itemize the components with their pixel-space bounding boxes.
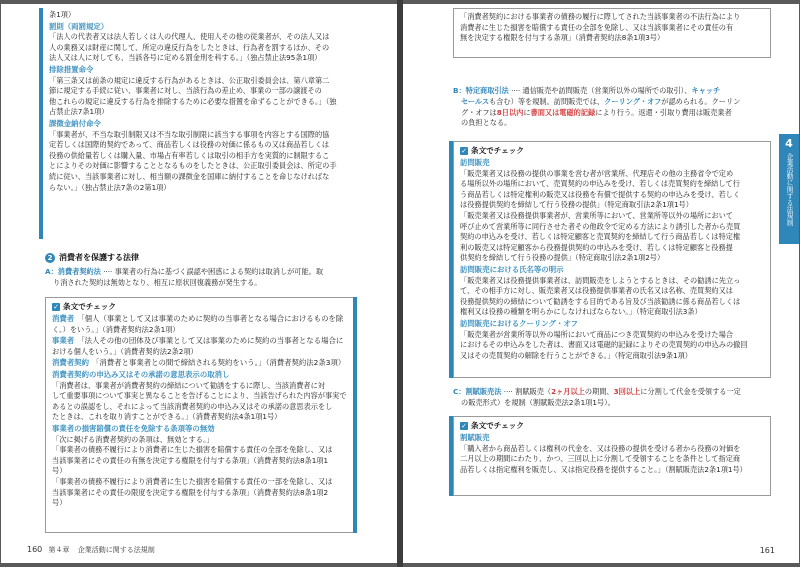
term-label: 課徴金納付命令 (49, 118, 101, 128)
right-page (403, 4, 799, 563)
text-line: う商品若しくは特定権利の販売又は役務を有償で提供する契約の申込みを受け、若しく (460, 189, 741, 199)
text-line: 消費者に生じた損害を賠償する責任の全部を免除し、又は当該事業者にその責任の有 (460, 22, 734, 32)
qa-c-text2: の販売形式）を規制（割賦販売法2条1項1号）。 (461, 397, 615, 407)
term-label: 排除措置命令 (49, 64, 94, 74)
qa-b-line4 (453, 118, 773, 129)
chapter-tab-label: 企業活動に関する法規制 (785, 153, 793, 226)
qa-c-text1b: 2ヶ月以上 (551, 387, 585, 396)
text-line: 「第三条又は前条の規定に違反する行為があるときは、公正取引委員会は、第八章第二 (49, 75, 330, 85)
right-check2-title: 条文でチェック (471, 421, 524, 430)
left-check-lines (52, 314, 350, 509)
right-page-number: 161 (759, 546, 775, 555)
qa-b-text3b: 8日以内 (496, 107, 524, 117)
text-line: におけるその申込みをした者は、書面又は電磁的記録によりその売買契約の申込みの撤回 (460, 340, 748, 350)
term-heading (52, 314, 350, 325)
qa-b-line3 (453, 108, 773, 119)
term-heading (52, 336, 350, 347)
right-footer (760, 546, 775, 555)
left-footer (27, 545, 155, 555)
right-check1-lines (460, 158, 764, 361)
text-line: は役務提供契約を締結して行う役務の提供」（特定商取引法2条1項1号） (460, 200, 693, 210)
text-line: 供契約を締結して行う役務の提供」（特定商取引法2条1項2号） (460, 253, 665, 263)
section-title: 消費者を保護する法律 (59, 253, 139, 262)
text-line: とによりその対価に影響することとなるものをしたときは、公正取引委員会は、所定の手 (49, 161, 337, 171)
qa-b-text3e: により行う。返還・引取り費用は販売業者 (595, 107, 732, 117)
qa-c-text1e: に分割して代金を受領する一定 (640, 387, 741, 396)
text-line: して重要事項について事実と異なることを告げることにより、当該告げられた内容が事実で (52, 391, 347, 401)
text-line: 契約の申込みを受け、若しくは特定顧客と売買契約を締結して行う商品若しくは特定権 (460, 232, 741, 242)
text-line: 定若しくは国際的契約であって、商品若しくは役務の対価に係るもの又は商品若しくは (49, 140, 330, 150)
term-label: 訪問販売 (460, 158, 490, 167)
qa-b-term: 特定商取引法 (465, 86, 509, 95)
text-line: 法人又は人に対しても、当該各号に定める罰金刑を科する。」（独占禁止法95条1項） (49, 53, 322, 63)
text-line: 「販売業者又は役務の提供の事業を営む者が営業所、代理店その他の主務省令で定め (460, 168, 734, 178)
left-top-sidebar-bar (39, 8, 43, 239)
qa-b-text1a: ···· 通信販売や訪問販売（営業所以外の場所での取引）、 (508, 86, 692, 95)
checkbox-icon: ✓ (53, 302, 59, 311)
text-line: あるとの誤認をし、それによって当該消費者契約の申込み又はその承諾の意思表示をし (52, 401, 333, 411)
term-text: 「個人（事業として又は事業のために契約の当事者となる場合におけるものを除 (77, 314, 344, 323)
qa-b-text2b: も含む）等を規制。訪問販売では、 (489, 96, 605, 106)
text-line: 「事業者が、不当な取引制限又は不当な取引制限に該当する事項を内容とする国際的協 (49, 129, 330, 139)
term-heading (49, 65, 349, 76)
left-check-sidebar-bar (353, 297, 357, 533)
text-line: 「事業者の債務不履行により消費者に生じた損害を賠償する責任の一部を免除し、又は (52, 476, 333, 486)
qa-c-term: 割賦販売法 (465, 387, 502, 396)
qa-a-term: 消費者契約法 (57, 267, 101, 276)
text-line: 当該事業者にその責任の限度を決定する権限を付与する条項」（消費者契約法8条1項2 (52, 487, 329, 497)
term-heading (460, 319, 764, 330)
term-heading (52, 424, 350, 435)
term-heading (52, 358, 350, 369)
qa-b-text2d: が認められる。クーリン (661, 96, 741, 106)
section-number: 2 (45, 253, 55, 263)
text-line: おける個人をいう。」（消費者契約法2条2項） (52, 346, 198, 356)
checkbox-icon: ✓ (461, 421, 467, 430)
qa-a-text2: り消された契約は無効となり、相互に原状回復義務が発生する。 (53, 277, 262, 287)
qa-a (45, 267, 355, 289)
text-line: 権利又は役務の種類を明らかにしなければならない。」（特定商取引法3条） (460, 307, 702, 317)
text-line: る場所以外の場所において、売買契約の申込みを受け、若しくは売買契約を締結して行 (460, 179, 740, 189)
qa-b-text3a: グ・オフは (461, 107, 497, 117)
text-line: 「法人の代表者又は法人若しくは人の代理人、使用人その他の従業者が、その法人又は (49, 32, 330, 42)
right-check1-head (460, 145, 764, 156)
right-check2-lines (460, 433, 764, 475)
qa-c-line2 (453, 398, 773, 409)
chapter-tab-number: 4 (785, 137, 793, 150)
qa-c-line1 (453, 387, 773, 398)
right-check-box-2 (453, 416, 771, 496)
text-line: 「販売業者が営業所等以外の場所において商品につき売買契約の申込みを受けた場合 (460, 329, 733, 339)
text-line: 号） (52, 498, 67, 508)
term-text: 「法人その他の団体及び事業として又は事業のために契約の当事者となる場合に (77, 336, 344, 346)
text-line: たときは、これを取り消すことができる。」（消費者契約法4条1項1号） (52, 412, 282, 422)
left-footer-chapter: 第４章 (48, 546, 70, 554)
text-line: 当該事業者にその責任の有無を決定する権限を付与する条項」（消費者契約法8条1項1 (52, 455, 329, 465)
text-line: 号） (52, 466, 67, 476)
text-line: 人の業務又は財産に関して、所定の違反行為をしたときは、行為者を罰するほか、その (49, 42, 330, 52)
text-line: 品若しくは指定権利を販売し、又は指定役務を提供すること。」（割賦販売法2条1項1号） (460, 464, 747, 474)
text-line: 無を決定する権限を付与する条項」（消費者契約法8条1項3号） (460, 33, 665, 43)
text-line: て、その相手方に対し、販売業者又は役務提供事業者の氏名又は名称、売買契約又は (460, 286, 733, 296)
qa-b-text2a: セールス (461, 96, 490, 106)
right-top-box (453, 8, 771, 58)
term-heading (460, 158, 764, 169)
qa-b-line1 (453, 86, 773, 97)
term-label: 事業者 (52, 336, 75, 346)
qa-c-text1a: ···· 割賦販売（ (501, 387, 552, 396)
qa-b-text1b: キャッチ (691, 86, 721, 95)
left-footer-title: 企業活動に関する法規制 (77, 546, 155, 554)
text-line: 続に従い、当該事業者に対し、相当額の課徴金を国庫に納付することを命じなければな (49, 171, 330, 181)
term-heading (460, 265, 764, 276)
right-check2-head (460, 420, 764, 431)
text-line: 占禁止法7条1項） (49, 107, 109, 117)
qa-a-line2 (45, 278, 355, 289)
qa-b-text2c: クーリング・オフ (604, 96, 662, 106)
text-line: らない。」（独占禁止法7条の2第1項） (49, 182, 171, 192)
text-line: 又はその売買契約の解除を行うことができる。」（特定商取引法9条1項） (460, 350, 692, 360)
term-label: 消費者 (52, 314, 75, 323)
term-label: 罰則（両罰規定） (49, 21, 109, 31)
term-label: 消費者契約の申込み又はその承諾の意思表示の取消し (52, 369, 230, 379)
qa-a-line1 (45, 267, 355, 278)
text-line: 「消費者は、事業者が消費者契約の締結について勧誘をするに際し、当該消費者に対 (52, 380, 325, 390)
qa-c-text1c: の期間、 (584, 387, 614, 396)
term-heading (49, 119, 349, 130)
text-line: 他これらの規定に違反する行為を排除するために必要な措置を命ずることができる。」（独 (49, 96, 337, 106)
qa-c-tag: C： (453, 387, 466, 396)
term-heading (49, 22, 349, 33)
text-line: 二月以上の期間にわたり、かつ、三回以上に分割して受領することを条件として指定商 (460, 454, 741, 464)
text-line: 「次に掲げる消費者契約の条項は、無効とする。」 (52, 434, 214, 444)
right-check-box-1 (453, 141, 771, 378)
text-line: 「事業者の債務不履行により消費者に生じた損害を賠償する責任の全部を免除し、又は (52, 445, 333, 455)
qa-b-text3d: 書面又は電磁的記録 (530, 107, 596, 117)
term-label: 事業者の損害賠償の責任を免除する条項等の無効 (52, 423, 215, 433)
right-check1-title: 条文でチェック (471, 146, 524, 155)
text-line: 条1項） (49, 10, 76, 19)
text-line: 役務提供契約の締結について勧誘をする目的である旨及び当該勧誘に係る商品若しくは (460, 296, 741, 306)
left-check-head (52, 301, 350, 312)
text-line: く。）をいう。」（消費者契約法2条1項） (52, 324, 180, 334)
qa-c (453, 387, 773, 409)
qa-a-text1: ···· 事業者の行為に基づく誤認や困惑による契約は取消しが可能。取 (100, 267, 324, 276)
text-line: 節に規定する手続に従い、事業者に対し、当該行為の差止め、事業の一部の譲渡その (49, 86, 322, 96)
term-label: 訪問販売における氏名等の明示 (460, 264, 564, 274)
qa-c-text1d: 3回以上 (613, 387, 641, 396)
checkbox-icon: ✓ (461, 146, 467, 155)
term-text: 「消費者と事業者との間で締結される契約をいう。」（消費者契約法2条3項） (91, 358, 346, 368)
term-label: 消費者契約 (52, 358, 89, 368)
term-label: 割賦販売 (460, 433, 490, 442)
right-top-lines (460, 12, 764, 44)
left-top-box (45, 8, 353, 239)
text-line: 利の販売又は特定顧客から役務提供契約の申込みを受け、若しくは特定顧客と役務提 (460, 242, 733, 252)
qa-b-tag: B： (453, 86, 466, 95)
left-page (1, 4, 397, 563)
text-line: 「購入者から商品若しくは権利の代金を、又は役務の提供を受ける者から役務の対価を (460, 443, 741, 453)
term-heading (52, 370, 350, 381)
text-line: 「販売業者又は役務提供事業者が、営業所等において、営業所等以外の場所において (460, 210, 733, 220)
section-heading (45, 252, 139, 263)
qa-b-text4: の負担となる。 (461, 118, 512, 128)
text-line: 「消費者契約における事業者の債務の履行に際してされた当該事業者の不法行為により (460, 12, 741, 21)
left-check-box (45, 297, 357, 533)
qa-b-line2 (453, 97, 773, 108)
left-check-title: 条文でチェック (63, 302, 116, 311)
qa-b-text3c: に (523, 107, 531, 117)
qa-b (453, 86, 773, 129)
qa-a-tag: A： (45, 267, 58, 276)
left-page-number: 160 (27, 545, 43, 554)
text-line: 呼び止めて営業所等に同行させた者その他政令で定める方法により誘引した者から売買 (460, 221, 741, 231)
term-heading (460, 433, 764, 444)
term-label: 訪問販売におけるクーリング・オフ (460, 318, 578, 328)
text-line: 役務の供給量若しくは購入量、市場占有率若しくは取引の相手方を実質的に制限するこ (49, 150, 330, 160)
text-line: 「販売業者又は役務提供事業者は、訪問販売をしようとするときは、その勧誘に先立っ (460, 275, 741, 285)
chapter-tab (779, 134, 799, 244)
